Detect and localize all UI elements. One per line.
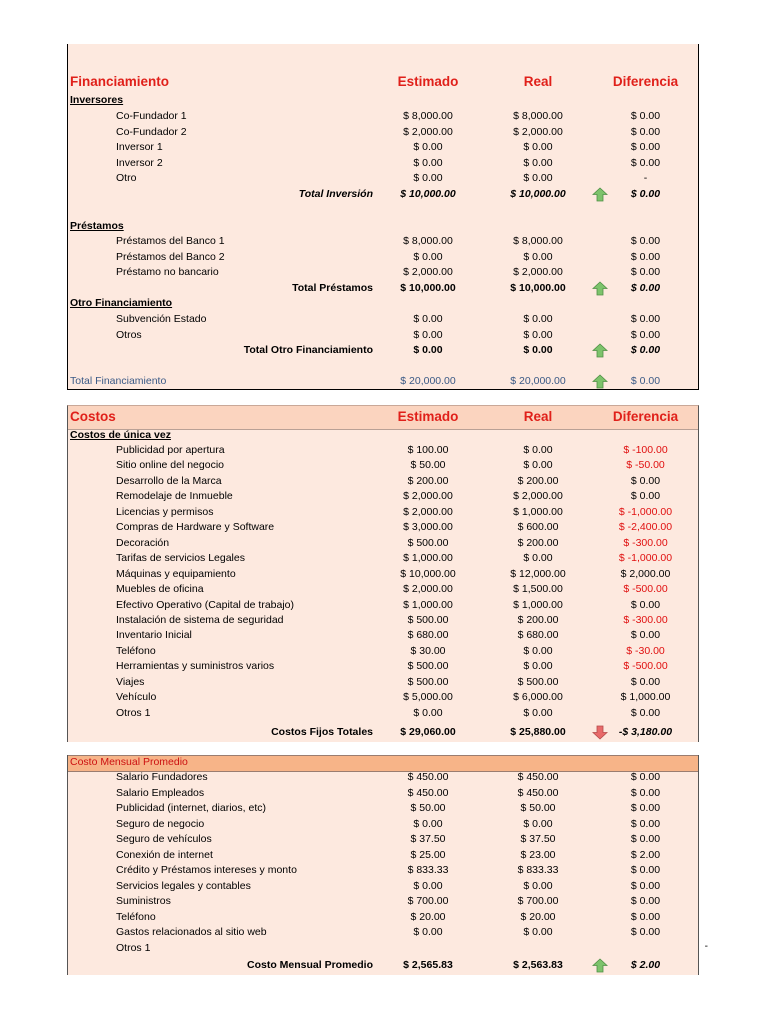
real-value: $ 25,880.00 [510,726,566,738]
arrow-up-icon [592,374,608,389]
costos-title: Costos [70,409,116,424]
table-row [68,848,698,863]
estimado-value: $ 5,000.00 [403,691,453,704]
row-label: Decoración [116,536,170,549]
diferencia-value: $ 0.00 [630,675,661,688]
row-label: Salario Fundadores [116,771,208,783]
diferencia-value: - [643,172,648,184]
real-value: $ 50.00 [520,802,556,814]
table-row [68,312,698,327]
real-header: Real [523,409,553,424]
estimado-header: Estimado [397,74,459,89]
estimado-value: $ 2,565.83 [403,959,453,971]
diferencia-value: $ 0.00 [630,895,661,907]
estimado-value: $ 0.00 [413,141,443,153]
financiamiento-section [67,44,699,390]
row-label: Subvención Estado [116,313,207,325]
estimado-value: $ 500.00 [407,675,449,688]
real-value: $ 1,000.00 [513,505,563,518]
row-label: Inversor 1 [116,141,163,153]
estimado-value: $ 25.00 [410,848,446,861]
row-label: Máquinas y equipamiento [116,567,236,580]
diferencia-value: $ 0.00 [630,250,661,263]
real-value: $ 450.00 [517,771,559,783]
estimado-value: $ 500.00 [407,613,449,626]
real-value: $ 200.00 [517,613,559,626]
estimado-value: $ 10,000.00 [400,188,456,200]
diferencia-value: $ 2.00 [630,959,661,971]
diferencia-value: $ 0.00 [630,706,661,719]
table-row [68,706,698,721]
arrow-up-icon [592,343,608,358]
diferencia-value: $ 0.00 [630,926,661,938]
diferencia-value: $ -300.00 [623,536,668,549]
row-label: Desarrollo de la Marca [116,474,222,487]
real-value: $ 1,000.00 [513,598,563,611]
row-label: Servicios legales y contables [116,879,251,892]
row-label: Efectivo Operativo (Capital de trabajo) [116,598,295,611]
estimado-value: $ 0.00 [413,817,443,830]
real-value: $ 10,000.00 [510,282,566,294]
estimado-value: $ 1,000.00 [403,598,453,611]
diferencia-value: $ 0.00 [630,125,661,138]
financiamiento-header [68,71,698,93]
diferencia-header: Diferencia [612,409,679,424]
real-value: $ 2,000.00 [513,266,563,278]
estimado-value: $ 50.00 [410,459,446,472]
row-label: Otros 1 [116,941,151,954]
diferencia-value: $ -30.00 [626,644,665,657]
estimado-value: $ 450.00 [407,771,449,783]
row-label: Seguro de negocio [116,817,205,830]
estimado-value: $ 1,000.00 [403,552,453,565]
real-value: $ 20.00 [520,910,556,923]
row-label: Total Financiamiento [70,375,167,387]
table-row [68,489,698,504]
diferencia-value: $ 0.00 [630,474,661,487]
table-row [68,925,698,940]
diferencia-header: Diferencia [612,74,679,89]
estimado-value: $ 37.50 [410,833,446,845]
arrow-down-icon [592,725,608,740]
real-value: $ 20,000.00 [510,375,566,387]
estimado-value: $ 8,000.00 [403,110,453,122]
diferencia-value: $ -1,000.00 [618,505,673,518]
real-value: $ 0.00 [523,250,553,263]
diferencia-value: $ 0.00 [630,156,661,169]
total-row [68,343,698,358]
costos-header [68,406,698,428]
real-value: $ 0.00 [523,313,553,325]
table-row [68,171,698,186]
table-row [68,817,698,832]
estimado-value: $ 0.00 [413,879,443,892]
real-value: $ 23.00 [520,848,556,861]
row-label: Licencias y permisos [116,505,214,518]
row-label: Préstamos del Banco 2 [116,250,225,263]
group-title-otro-financiamiento: Otro Financiamiento [70,297,173,309]
diferencia-value: $ 0.00 [630,629,661,642]
real-value: $ 0.00 [523,660,553,673]
row-label: Herramientas y suministros varios [116,660,275,673]
table-row [68,374,698,389]
diferencia-value: $ -1,000.00 [618,552,673,565]
row-label: Remodelaje de Inmueble [116,490,233,503]
table-row [68,941,698,956]
diferencia-value: $ 0.00 [630,802,661,814]
financiamiento-title: Financiamiento [70,74,170,89]
estimado-value: $ 20.00 [410,910,446,923]
table-row [68,690,698,705]
real-value: $ 0.00 [523,706,553,719]
diferencia-value: $ 0.00 [630,817,661,830]
table-row [68,156,698,171]
row-label: Gastos relacionados al sitio web [116,926,267,938]
diferencia-value: $ 0.00 [630,235,661,247]
real-value: $ 8,000.00 [513,110,563,122]
row-label: Publicidad (internet, diarios, etc) [116,802,266,814]
arrow-up-icon [592,187,608,202]
row-label: Conexión de internet [116,848,213,861]
estimado-value: $ 50.00 [410,802,446,814]
table-row [68,863,698,878]
total-row [68,725,698,740]
estimado-value: $ 10,000.00 [400,282,456,294]
diferencia-value: $ 0.00 [630,910,661,923]
real-value: $ 1,500.00 [513,583,563,596]
real-value: $ 0.00 [523,156,553,169]
real-value: $ 0.00 [523,644,553,657]
real-value: $ 12,000.00 [510,567,566,580]
estimado-value: $ 0.00 [413,172,443,184]
real-value: $ 0.00 [523,172,553,184]
table-row [68,474,698,489]
estimado-value: $ 0.00 [413,328,443,341]
estimado-value: $ 8,000.00 [403,235,453,247]
row-label: Otros 1 [116,706,151,719]
table-row [68,140,698,155]
table-row [68,505,698,520]
diferencia-value: $ 0.00 [630,313,661,325]
costo-mensual-title: Costo Mensual Promedio [70,756,188,768]
real-value: $ 0.00 [523,926,553,938]
estimado-value: $ 833.33 [407,864,449,876]
total-row [68,187,698,202]
table-row [68,234,698,249]
row-label: Vehículo [116,691,157,704]
real-value: $ 0.00 [523,817,553,830]
table-row [68,801,698,816]
real-value: $ 0.00 [523,444,553,456]
real-value: $ 2,000.00 [513,125,563,138]
estimado-value: $ 2,000.00 [403,125,453,138]
costo-mensual-section [67,755,708,975]
table-row [68,628,698,643]
group-title-prestamos: Préstamos [70,220,124,232]
row-label: Compras de Hardware y Software [116,521,275,534]
real-value: $ 0.00 [523,328,553,341]
costos-section [67,405,699,742]
arrow-up-icon [592,958,608,973]
real-value: $ 10,000.00 [510,188,566,200]
estimado-value: $ 0.00 [413,706,443,719]
estimado-value: $ 200.00 [407,474,449,487]
row-label: Teléfono [116,910,156,923]
row-label: Tarifas de servicios Legales [116,552,245,565]
total-label: Total Préstamos [292,282,373,294]
estimado-value: $ 2,000.00 [403,490,453,503]
estimado-value: $ 0.00 [413,313,443,325]
total-label: Costo Mensual Promedio [246,959,373,971]
diferencia-value: $ -50.00 [626,459,665,472]
table-row [68,536,698,551]
diferencia-value: $ 0.00 [630,833,661,845]
estimado-value: $ 3,000.00 [403,521,453,534]
estimado-value: $ 2,000.00 [403,505,453,518]
table-row [68,328,698,343]
arrow-up-icon [592,281,608,296]
table-row [68,520,698,535]
table-row [68,659,698,674]
real-header: Real [523,74,553,89]
table-row [68,458,698,473]
table-row [68,265,698,280]
table-row [68,644,698,659]
estimado-value: $ 100.00 [407,444,449,456]
estimado-value: $ 500.00 [407,660,449,673]
diferencia-value: $ 0.00 [630,266,661,278]
diferencia-value: $ 0.00 [630,375,661,387]
row-label: Instalación de sistema de seguridad [116,613,284,626]
table-row [68,125,698,140]
row-label: Teléfono [116,644,156,657]
row-label: Publicidad por apertura [116,444,225,456]
table-row [68,786,698,801]
trailing-dash: - [704,941,708,952]
real-value: $ 833.33 [517,864,559,876]
estimado-value: $ 450.00 [407,786,449,799]
table-row [68,443,698,458]
table-row [68,567,698,582]
diferencia-value: $ 0.00 [630,344,661,356]
real-value: $ 450.00 [517,786,559,799]
real-value: $ 0.00 [523,344,553,356]
diferencia-value: $ 2,000.00 [620,567,671,580]
total-row [68,281,698,296]
real-value: $ 600.00 [517,521,559,534]
real-value: $ 2,563.83 [513,959,563,971]
row-label: Muebles de oficina [116,583,204,596]
row-label: Sitio online del negocio [116,459,224,472]
estimado-value: $ 30.00 [410,644,446,657]
real-value: $ 2,000.00 [513,490,563,503]
diferencia-value: $ 0.00 [630,864,661,876]
group-title-inversores: Inversores [70,94,124,106]
diferencia-value: $ 0.00 [630,110,661,122]
diferencia-value: $ 0.00 [630,879,661,892]
real-value: $ 500.00 [517,675,559,688]
total-row [68,958,698,973]
total-label: Total Inversión [298,188,373,200]
table-row [68,910,698,925]
row-label: Co-Fundador 2 [116,125,187,138]
row-label: Préstamo no bancario [116,266,219,278]
row-label: Otros [116,328,142,341]
table-row [68,250,698,265]
estimado-value: $ 700.00 [407,895,449,907]
estimado-value: $ 2,000.00 [403,266,453,278]
diferencia-value: $ 0.00 [630,490,661,503]
real-value: $ 6,000.00 [513,691,563,704]
row-label: Seguro de vehículos [116,833,212,845]
row-label: Salario Empleados [116,786,205,799]
real-value: $ 0.00 [523,552,553,565]
estimado-value: $ 0.00 [413,926,443,938]
diferencia-value: $ -500.00 [623,660,668,673]
diferencia-value: -$ 3,180.00 [618,726,673,738]
estimado-value: $ 10,000.00 [400,567,456,580]
estimado-value: $ 500.00 [407,536,449,549]
diferencia-value: $ 0.00 [630,188,661,200]
table-row [68,613,698,628]
estimado-value: $ 2,000.00 [403,583,453,596]
table-row [68,598,698,613]
row-label: Crédito y Préstamos intereses y monto [116,864,297,876]
row-label: Préstamos del Banco 1 [116,235,225,247]
diferencia-value: $ -500.00 [623,583,668,596]
diferencia-value: $ 0.00 [630,328,661,341]
real-value: $ 200.00 [517,474,559,487]
real-value: $ 0.00 [523,141,553,153]
diferencia-value: $ 0.00 [630,598,661,611]
real-value: $ 200.00 [517,536,559,549]
real-value: $ 680.00 [517,629,559,642]
table-row [68,582,698,597]
row-label: Viajes [116,675,145,688]
diferencia-value: $ -100.00 [623,444,668,456]
table-row [68,879,698,894]
table-row [68,109,698,124]
row-label: Suministros [116,895,171,907]
row-label: Otro [116,172,137,184]
real-value: $ 0.00 [523,879,553,892]
total-label: Total Otro Financiamiento [243,344,373,356]
estimado-value: $ 29,060.00 [400,726,456,738]
diferencia-value: $ 1,000.00 [620,691,671,704]
row-label: Inventario Inicial [116,629,192,642]
table-row [68,770,698,785]
diferencia-value: $ 0.00 [630,282,661,294]
diferencia-value: $ 2.00 [630,848,661,861]
diferencia-value: $ -300.00 [623,613,668,626]
table-row [68,675,698,690]
table-row [68,894,698,909]
row-label: Inversor 2 [116,156,163,169]
estimado-value: $ 20,000.00 [400,375,456,387]
row-label: Co-Fundador 1 [116,110,187,122]
real-value: $ 37.50 [520,833,556,845]
diferencia-value: $ -2,400.00 [618,521,673,534]
group-title-costos-unica-vez: Costos de única vez [70,429,171,441]
real-value: $ 700.00 [517,895,559,907]
diferencia-value: $ 0.00 [630,771,661,783]
estimado-value: $ 680.00 [407,629,449,642]
table-row [68,551,698,566]
estimado-header: Estimado [397,409,459,424]
diferencia-value: $ 0.00 [630,141,661,153]
estimado-value: $ 0.00 [413,344,443,356]
real-value: $ 0.00 [523,459,553,472]
diferencia-value: $ 0.00 [630,786,661,799]
estimado-value: $ 0.00 [413,156,443,169]
total-label: Costos Fijos Totales [271,726,373,738]
table-row [68,832,698,847]
estimado-value: $ 0.00 [413,250,443,263]
real-value: $ 8,000.00 [513,235,563,247]
